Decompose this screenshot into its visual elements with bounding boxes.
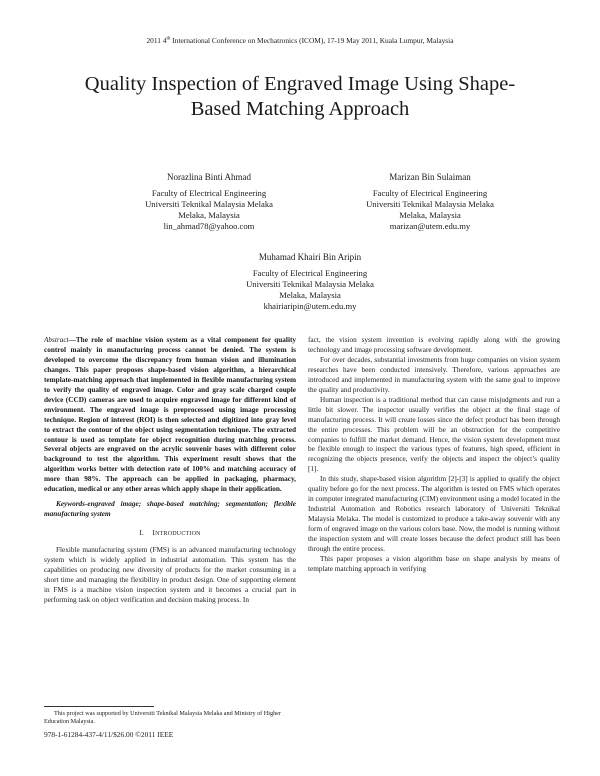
- abstract: [44, 336, 296, 495]
- conference-prefix: 2011 4: [146, 36, 167, 45]
- author-dept: Faculty of Electrical Engineering: [252, 268, 368, 278]
- paragraph: Human inspection is a traditional method that can cause misjudgments and run a little bit slower. The inspector usually verifies the object at the final stage of manufacturing process. It will create losses since the defect product has been through the entire processes. This problem will be an obstruction for the competitive companies to fulfill the market demand. Hence, the vision system development must be flexible enough to inspect the various types of features, high speed, efficient in recognizing the objects presence, verify the objects and inspect the object’s quality [1].: [308, 395, 560, 474]
- paragraph: fact, the vision system invention is evolving rapidly along with the growing technology and image processing software development.: [308, 336, 560, 354]
- abstract-label: Abstract: [44, 336, 69, 344]
- author-univ: Universiti Teknikal Malaysia Melaka: [145, 199, 273, 209]
- author-block-1: [104, 172, 314, 232]
- section-numeral: I.: [139, 528, 145, 538]
- author-name: Marizan Bin Sulaiman: [389, 172, 471, 182]
- paragraph: This paper proposes a vision algorithm base on shape analysis by means of template matching approach in verifying: [308, 554, 560, 573]
- author-univ: Universiti Teknikal Malaysia Melaka: [366, 199, 494, 209]
- author-location: Melaka, Malaysia: [178, 210, 240, 220]
- conference-rest: International Conference on Mechatronics (ICOM), 17-19 May 2011, Kuala Lumpur, Malaysia: [170, 36, 454, 45]
- author-email: khairiaripin@utem.edu.my: [263, 301, 357, 311]
- keywords: Keywords-engraved image; shape-based matching; segmentation; flexible manufacturing system: [44, 500, 296, 519]
- author-block-3: [210, 252, 410, 312]
- paragraph: In this study, shape-based vision algorithm [2]-[3] is applied to qualify the object quality before go for the next process. The algorithm is tested on FMS which operates in computer integrated manufacturing (CIM) environment using a model located in the Industrial Automation and Robotics research laboratory of Universiti Teknikal Malaysia Melaka. The model is customized to produce a take-away souvenir with any form of engraved image on the various colors base. Now, the model is running without the inspection system and will create losses because the defect product still has been through the entire process.: [308, 475, 560, 554]
- conference-header: [0, 36, 600, 45]
- author-location: Melaka, Malaysia: [279, 290, 341, 300]
- footnote: [44, 710, 296, 726]
- author-name: Norazlina Binti Ahmad: [167, 172, 251, 182]
- section-rest: NTRODUCTION: [155, 531, 201, 538]
- author-location: Melaka, Malaysia: [399, 210, 461, 220]
- author-block-2: [330, 172, 530, 232]
- paper-title: [30, 72, 570, 122]
- author-email: marizan@utem.edu.my: [389, 221, 471, 231]
- title-line-1: Quality Inspection of Engraved Image Using Shape-: [84, 73, 516, 95]
- left-column: [44, 336, 296, 606]
- conference-sup: th: [166, 36, 171, 42]
- paragraph: Flexible manufacturing system (FMS) is an advanced manufacturing technology system which is widely applied in industrial automation. This system has the capabilities on producing new diversity of products for the market consuming in a short time and managing the flexibility in product design. One of supporting element in FMS is a machine vision inspection system and it becomes a crucial part in performing task on object verification and decision making process. In: [44, 546, 296, 604]
- author-dept: Faculty of Electrical Engineering: [372, 188, 488, 198]
- abstract-text: —The role of machine vision system as a vital component for quality control mainly in manufacturing process cannot be denied. The system is developed to overcome the discrepancy from human vision and illumination changes. This paper proposes shape-based vision algorithm, a hierarchical template-matching approach that implemented in flexible manufacturing system to verify the quality of engraved image. Color and gray scale charged couple device (CCD) cameras are used to acquire engraved image for different kind of environment. The engraved image is preprocessed using image processing technique. Region of interest (ROI) is then selected and digitized into gray level to extract the contour of the object using segmentation technique. The extracted contour is used as template for object recognition during matching process. Several objects are engraved on the acrylic souvenir bases with different color background to test the algorithm. This experiment result shows that the algorithm works better with detection rate of 100% and matching accuracy of more than 98%. The approach can be applied in packaging, pharmacy, education, medical or any other areas which apply shape in their application.: [44, 336, 296, 494]
- paragraph: For over decades, substantial investments from huge companies on vision system researches have been conducted intensively. Therefore, various approaches are introduced and implemented in manufacturing system with the same goal to improve the quality and productivity.: [308, 355, 560, 394]
- author-dept: Faculty of Electrical Engineering: [151, 188, 267, 198]
- isbn-line: 978-1-61284-437-4/11/$26.00 ©2011 IEEE: [44, 730, 174, 739]
- footnote-text: This project was supported by Universiti Teknikal Malaysia Melaka and Ministry of Higher Education Malaysia.: [44, 710, 281, 725]
- right-column: [308, 336, 560, 575]
- section-first-letter: I: [152, 528, 156, 538]
- author-name: Muhamad Khairi Bin Aripin: [258, 252, 362, 262]
- section-heading: [44, 528, 296, 540]
- author-email: lin_ahmad78@yahoo.com: [163, 221, 255, 231]
- footnote-rule: [44, 706, 154, 707]
- title-line-2: Based Matching Approach: [190, 98, 410, 120]
- author-univ: Universiti Teknikal Malaysia Melaka: [246, 279, 374, 289]
